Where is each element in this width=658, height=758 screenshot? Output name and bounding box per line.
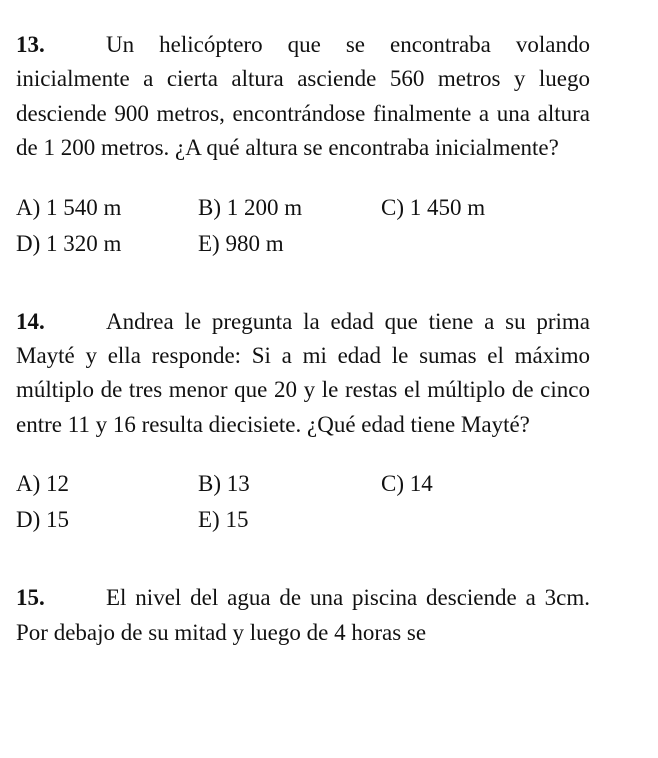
exam-page: [16, 28, 590, 650]
option-d: D) 1 320 m: [16, 230, 122, 256]
problem-15: [16, 581, 590, 650]
problem-14-options: [16, 466, 590, 538]
problem-14-number: 14.: [16, 308, 45, 334]
problem-13-options: [16, 190, 590, 262]
option-e: E) 980 m: [198, 230, 284, 256]
option-c: C) 1 450 m: [381, 194, 486, 220]
problem-13-stem: [16, 28, 590, 166]
problem-13-text: Un helicóptero que se encontraba volando inicialmente a cierta altura asciende 560 metros y luego desciende 900 metros, encontrándose finalmente a una altura de 1 200 metros. ¿A qué altura se encontraba inicialmente?: [16, 32, 590, 161]
problem-14-stem: [16, 305, 590, 443]
problem-15-text: El nivel del agua de una piscina desciende a 3cm. Por debajo de su mitad y luego de 4 horas se: [16, 585, 590, 645]
options-row: [16, 226, 590, 262]
option-b: B) 13: [198, 471, 250, 497]
problem-14: [16, 305, 590, 539]
problem-15-stem: [16, 581, 590, 650]
problem-13-number: 13.: [16, 32, 45, 57]
option-a: A) 1 540 m: [16, 194, 122, 220]
option-d: D) 15: [16, 507, 70, 533]
options-row: [16, 190, 590, 226]
option-a: A) 12: [16, 471, 70, 497]
option-b: B) 1 200 m: [198, 194, 303, 220]
options-row: [16, 502, 590, 538]
problem-14-text: Andrea le pregunta la edad que tiene a su prima Mayté y ella responde: Si a mi edad le sumas el máximo múltiplo de tres menor que 20 y le restas el múltiplo de cinco entre 11 y 16 resulta diecisiete. ¿Qué edad tiene Mayté?: [16, 308, 590, 437]
problem-13: [16, 28, 590, 262]
options-row: [16, 466, 590, 502]
option-e: E) 15: [198, 507, 249, 533]
option-c: C) 14: [381, 471, 433, 497]
problem-15-number: 15.: [16, 585, 45, 611]
